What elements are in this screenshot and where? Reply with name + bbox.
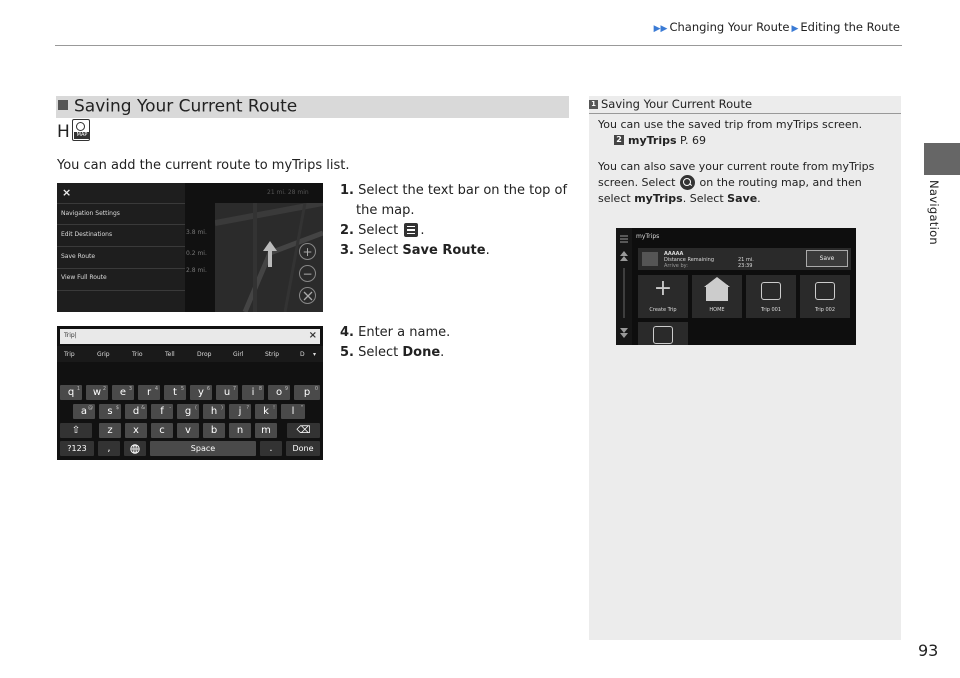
step-4 [340,323,450,343]
header-divider [55,45,902,46]
key[interactable]: q 1 [60,385,82,400]
route-options-menu [57,183,185,312]
step-text: Select the text bar on the top of [358,183,568,198]
done-key[interactable]: Done [286,441,320,456]
key[interactable]: r 4 [138,385,160,400]
map-thumbnail [642,252,658,266]
current-trip-card[interactable] [638,248,851,270]
suggestion[interactable]: Grip [97,351,110,358]
briefcase-icon [653,326,673,344]
breadcrumb-item: Changing Your Route [669,20,790,34]
step-number: 3. [340,243,354,258]
divider [57,203,185,204]
tile-label: Create Trip [649,307,677,313]
close-icon[interactable]: × [62,186,72,199]
step-target: Done [402,345,441,360]
note-text: screen. Select on the routing map, and then [598,176,862,189]
mytrips-screenshot [616,228,856,345]
step-number: 2. [340,223,354,238]
step-number: 1. [340,183,354,198]
trip-time: 23:39 [738,263,753,269]
key[interactable]: s $ [99,404,121,419]
menu-item-save-route[interactable]: Save Route [61,253,96,260]
suggestion[interactable]: Drop [197,351,212,358]
menu-item-view-full-route[interactable]: View Full Route [61,274,107,281]
key[interactable]: x [125,423,147,438]
vehicle-arrow-icon [263,241,277,267]
step-text: Enter a name. [358,325,451,340]
section-square-icon [58,100,68,110]
trip-002-tile[interactable] [800,275,850,318]
key[interactable]: e 3 [112,385,134,400]
reference-icon: 2 [614,135,624,145]
key[interactable]: c [151,423,173,438]
trip-summary: 21 mi. 28 min [267,189,309,196]
period: . [440,345,445,360]
period: . [485,243,490,258]
note-text: You can use the saved trip from myTrips screen. [598,118,863,131]
search-icon [680,175,695,190]
suggestion[interactable]: Girl [233,351,244,358]
left-scroll-bar [616,228,632,345]
note-body [598,117,898,207]
distance-label: 0.2 mi. [186,250,207,257]
step-number: 4. [340,325,354,340]
map-button-icon [72,119,90,141]
step-1-cont: the map. [356,203,415,218]
key[interactable]: f - [151,404,173,419]
save-button[interactable]: Save [806,250,848,267]
globe-key[interactable] [124,441,146,456]
home-tile[interactable] [692,275,742,318]
key[interactable]: n [229,423,251,438]
key[interactable]: z [99,423,121,438]
key[interactable]: p 0 [294,385,320,400]
intro-text: You can add the current route to myTrips list. [57,158,350,173]
home-body [706,285,728,301]
distance-label: 3.8 mi. [186,229,207,236]
tile-label: Trip 002 [814,307,836,313]
distance-label: 2.8 mi. [186,267,207,274]
divider [57,246,185,247]
key[interactable]: l " [281,404,305,419]
route-menu-screenshot [57,183,323,312]
trip-001-tile[interactable] [746,275,796,318]
scroll-controls [616,228,632,345]
breadcrumb-arrow-icon: ▶▶ [653,24,668,34]
reference-link[interactable]: myTrips [628,134,677,147]
key[interactable]: t 5 [164,385,186,400]
screen-title: myTrips [636,233,660,240]
suggestion[interactable]: Tell [165,351,175,358]
chapter-tab [924,143,960,175]
key[interactable]: h ) [203,404,225,419]
step-1 [340,181,567,201]
briefcase-icon [761,282,781,300]
trip-distance: 21 mi. [738,257,754,263]
comma-key[interactable]: , [98,441,120,456]
plus-icon: + [653,276,673,301]
expand-icon[interactable]: ▾ [313,351,317,358]
note-marker-icon: 1 [589,100,598,109]
key[interactable]: b [203,423,225,438]
divider [57,224,185,225]
breadcrumb [652,20,900,34]
key[interactable]: d & [125,404,147,419]
step-number: 5. [340,345,354,360]
breadcrumb-item: Editing the Route [800,20,900,34]
trip-name: AAAAA [664,251,684,257]
menu-item-edit-destinations[interactable]: Edit Destinations [61,231,113,238]
step-text: Select [358,243,399,258]
globe-icon [130,444,140,454]
name-input[interactable] [60,329,320,344]
key[interactable]: o 9 [268,385,290,400]
key[interactable]: y 6 [190,385,212,400]
numbers-key[interactable]: ?123 [60,441,94,456]
chapter-label: Navigation [927,180,941,246]
menu-item-navigation-settings[interactable]: Navigation Settings [61,210,120,217]
step-3 [340,241,567,261]
key[interactable]: i 8 [242,385,264,400]
key[interactable]: a @ [73,404,95,419]
overview-button[interactable] [299,287,316,304]
backspace-key[interactable]: ⌫ [287,423,320,438]
key[interactable]: w 2 [86,385,108,400]
space-key[interactable]: Space [150,441,256,456]
key[interactable]: m [255,423,277,438]
key[interactable]: k ! [255,404,277,419]
key[interactable]: j ? [229,404,251,419]
step-text: Select [358,223,399,238]
note-title: Saving Your Current Route [601,97,753,111]
suggestion[interactable]: D [300,351,305,358]
menu-icon [404,223,418,237]
note-reference [598,133,898,149]
key[interactable]: v [177,423,199,438]
key[interactable]: u 7 [216,385,238,400]
steps-4-5 [340,323,450,363]
shift-key[interactable]: ⇧ [60,423,92,438]
note-text: select myTrips. Select Save. [598,192,761,205]
page-number: 93 [918,641,939,660]
trip-sub: Distance Remaining [664,257,715,263]
steps-1-3 [340,181,567,261]
trip-sub: Arrive by: [664,263,688,269]
divider [57,268,185,269]
period: . [420,223,425,238]
divider [57,290,185,291]
cross-arrows-icon [303,291,313,301]
step-target: Save Route [402,243,486,258]
section-title: Saving Your Current Route [74,96,298,117]
reference-page: P. 69 [680,134,706,147]
suggestion[interactable]: Strip [265,351,280,358]
lens-icon [76,122,85,131]
tile-label: Trip 001 [760,307,782,313]
key[interactable]: g ( [177,404,199,419]
map-label: MAP [74,132,90,139]
zoom-in-button[interactable]: + [299,243,316,260]
suggestion[interactable]: Trio [132,351,143,358]
note-text: You can also save your current route from myTrips [598,160,875,173]
step-5 [340,343,450,363]
step-text: Select [358,345,399,360]
suggestion[interactable]: Trip [64,351,75,358]
step-2 [340,221,567,241]
zoom-out-button[interactable]: − [299,265,316,282]
create-trip-tile[interactable] [638,275,688,318]
keyboard-screenshot [57,326,323,460]
trip-tile-partial[interactable] [638,322,688,345]
breadcrumb-arrow-icon: ▶ [791,24,799,34]
tile-label: HOME [709,307,725,313]
dot-key[interactable]: . [260,441,282,456]
section-title-bar [56,96,569,118]
input-value: Trip| [64,332,77,339]
clear-icon[interactable]: × [308,330,317,341]
home-h-icon: H [57,122,70,142]
briefcase-icon [815,282,835,300]
